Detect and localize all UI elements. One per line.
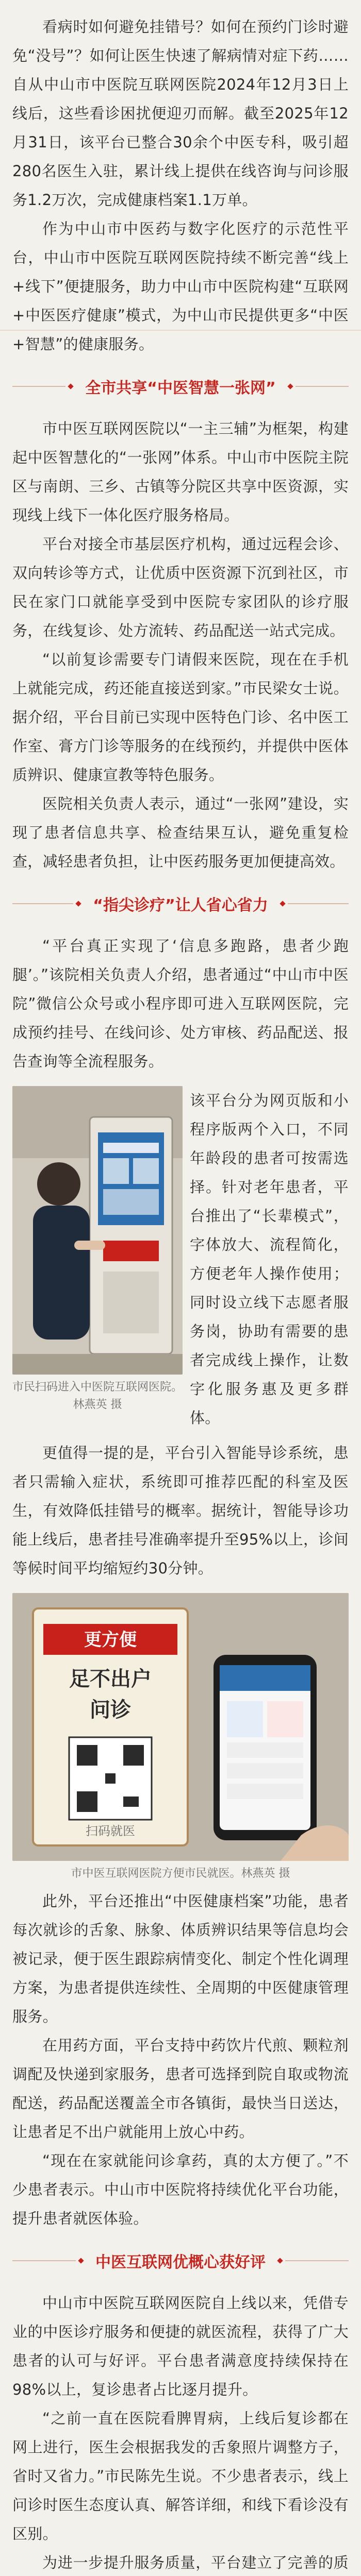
section-heading-2 [12, 876, 349, 931]
section-heading-3 [12, 2233, 349, 2289]
s2-side-paragraph: 该平台分为网页版和小程序版两个入口，不同年龄段的患者可按需选择。针对老年患者，平台推出了“长辈模式”，字体放大、流程简化，方便老年人操作使用；同时设立线下志愿者服务岗，协助有需要的患者完成线上操作，让数字化服务惠及更多群体。 [190, 1092, 349, 1427]
qr-label: 扫码就医 [86, 1824, 135, 1838]
s1-paragraph-3: “以前复诊需要专门请假来医院，现在在手机上就能完成，药还能直接送到家。”市民梁女士说。据介绍，平台目前已实现中医特色门诊、名中医工作室、膏方门诊等服务的在线预约，并提供中医体质辨识、健康宣教等特色服务。 [12, 651, 349, 784]
s3-paragraph-1: 中山市中医院互联网医院自上线以来，凭借专业的中医诊疗服务和便捷的就医流程，获得了广大患者的认可与好评。平台患者满意度持续保持在98%以上，复诊患者占比逐月提升。 [12, 2294, 349, 2398]
s2-paragraph-3: 此外，平台还推出“中医健康档案”功能，患者每次就诊的舌象、脉象、体质辨识结果等信息均会被记录，便于医生跟踪病情变化、制定个性化调理方案，为患者提供连续性、全周期的中医健康管理服务。 [12, 1892, 349, 2025]
sign-text-1: 更方便 [84, 1630, 137, 1650]
photo-sign [12, 1593, 349, 1861]
s2-paragraph-1: “平台真正实现了‘信息多跑路，患者少跑腿’。”该院相关负责人介绍，患者通过“中山市中医院”微信公众号或小程序即可进入互联网医院，完成预约挂号、在线问诊、处方审核、药品配送、报告查询等全流程服务。 [12, 937, 349, 1070]
s1-paragraph-2: 平台对接全市基层医疗机构，通过远程会诊、双向转诊等方式，让优质中医资源下沉到社区，市民在家门口就能享受到中医院专家团队的诊疗服务，在线复诊、处方流转、药品配送一站式完成。 [12, 535, 349, 639]
intro-paragraph-1: 看病时如何避免挂错号？如何在预约门诊时避免“没号”？如何让医生快速了解病情对症下药……自从中山市中医院互联网医院2024年12月3日上线后，这些看诊困扰便迎刃而解。截至2025年12月31日，该平台已整合30余个中医专科，吸引超280名医生入驻，累计线上提供在线咨询与问诊服务1.2万次，完成健康档案1.1万单。 [12, 18, 349, 209]
photo-kiosk [12, 1086, 183, 1375]
sign-text-3: 问诊 [90, 1698, 131, 1722]
section-heading-1 [12, 359, 349, 414]
s3-paragraph-3: 为进一步提升服务质量，平台建立了完善的质 [42, 2554, 349, 2571]
photo-caption-2: 市中医互联网医院方便市民就医。林燕英 摄 [71, 1867, 290, 1880]
intro-paragraph-2: 作为中山市中医药与数字化医疗的示范性平台，中山市中医院互联网医院持续不断完善“线上+线下”便捷服务，助力中山市中医院构建“互联网+中医医疗健康”模式，为中山市民提供更多“中医+智慧”的健康服务。 [12, 220, 349, 353]
kiosk-illustration [12, 1086, 183, 1375]
photo-block-2 [12, 1593, 349, 1887]
s3-paragraph-2: “之前一直在医院看脾胃病，上线后复诊都在网上进行，医生会根据我发的舌象照片调整方子，省时又省力。”市民陈先生说。不少患者表示，线上问诊时医生态度认真、解答详细，和线下看诊没有区别。 [12, 2410, 349, 2543]
s1-paragraph-1: 市中医互联网医院以“一主三辅”为框架，构建起中医智慧化的“一张网”体系。中山市中医院主院区与南朗、三乡、古镇等分院区共享中医资源，实现线上线下一体化医疗服务格局。 [12, 420, 349, 524]
sign-illustration [12, 1593, 349, 1861]
side-text-block [190, 1086, 349, 1432]
s1-paragraph-4: 医院相关负责人表示，通过“一张网”建设，实现了患者信息共享、检查结果互认，避免重复检查，减轻患者负担，让中医药服务更加便捷高效。 [12, 795, 349, 870]
section-title-2: “指尖诊疗”让人省心省力 [93, 896, 268, 914]
s2-paragraph-4: 在用药方面，平台支持中药饮片代煎、颗粒剂调配及快递到家服务，患者可选择到院自取或物流配送，药品配送覆盖全市各镇街，最快当日送达，让患者足不出户就能用上放心中药。 [12, 2037, 349, 2141]
s2-paragraph-2: 更值得一提的是，平台引入智能导诊系统，患者只需输入症状，系统即可推荐匹配的科室及医生，有效降低挂错号的概率。据统计，智能导诊功能上线后，患者挂号准确率提升至95%以上，诊间等候时间平均缩短约30分钟。 [12, 1444, 349, 1577]
photo-block-1 [12, 1086, 183, 1432]
article-column [12, 0, 349, 2576]
photo-row-1 [12, 1086, 349, 1432]
s2-paragraph-5: “现在在家就能问诊拿药，真的太方便了。”不少患者表示。中山市中医院将持续优化平台功能，提升患者就医体验。 [12, 2152, 349, 2227]
photo-caption-1: 市民扫码进入中医院互联网医院。林燕英 摄 [12, 1381, 183, 1411]
section-title-1: 全市共享“中医智慧一张网” [85, 379, 276, 397]
section-title-3: 中医互联网优概心获好评 [95, 2253, 266, 2272]
sign-text-2: 足不出户 [69, 1667, 152, 1691]
